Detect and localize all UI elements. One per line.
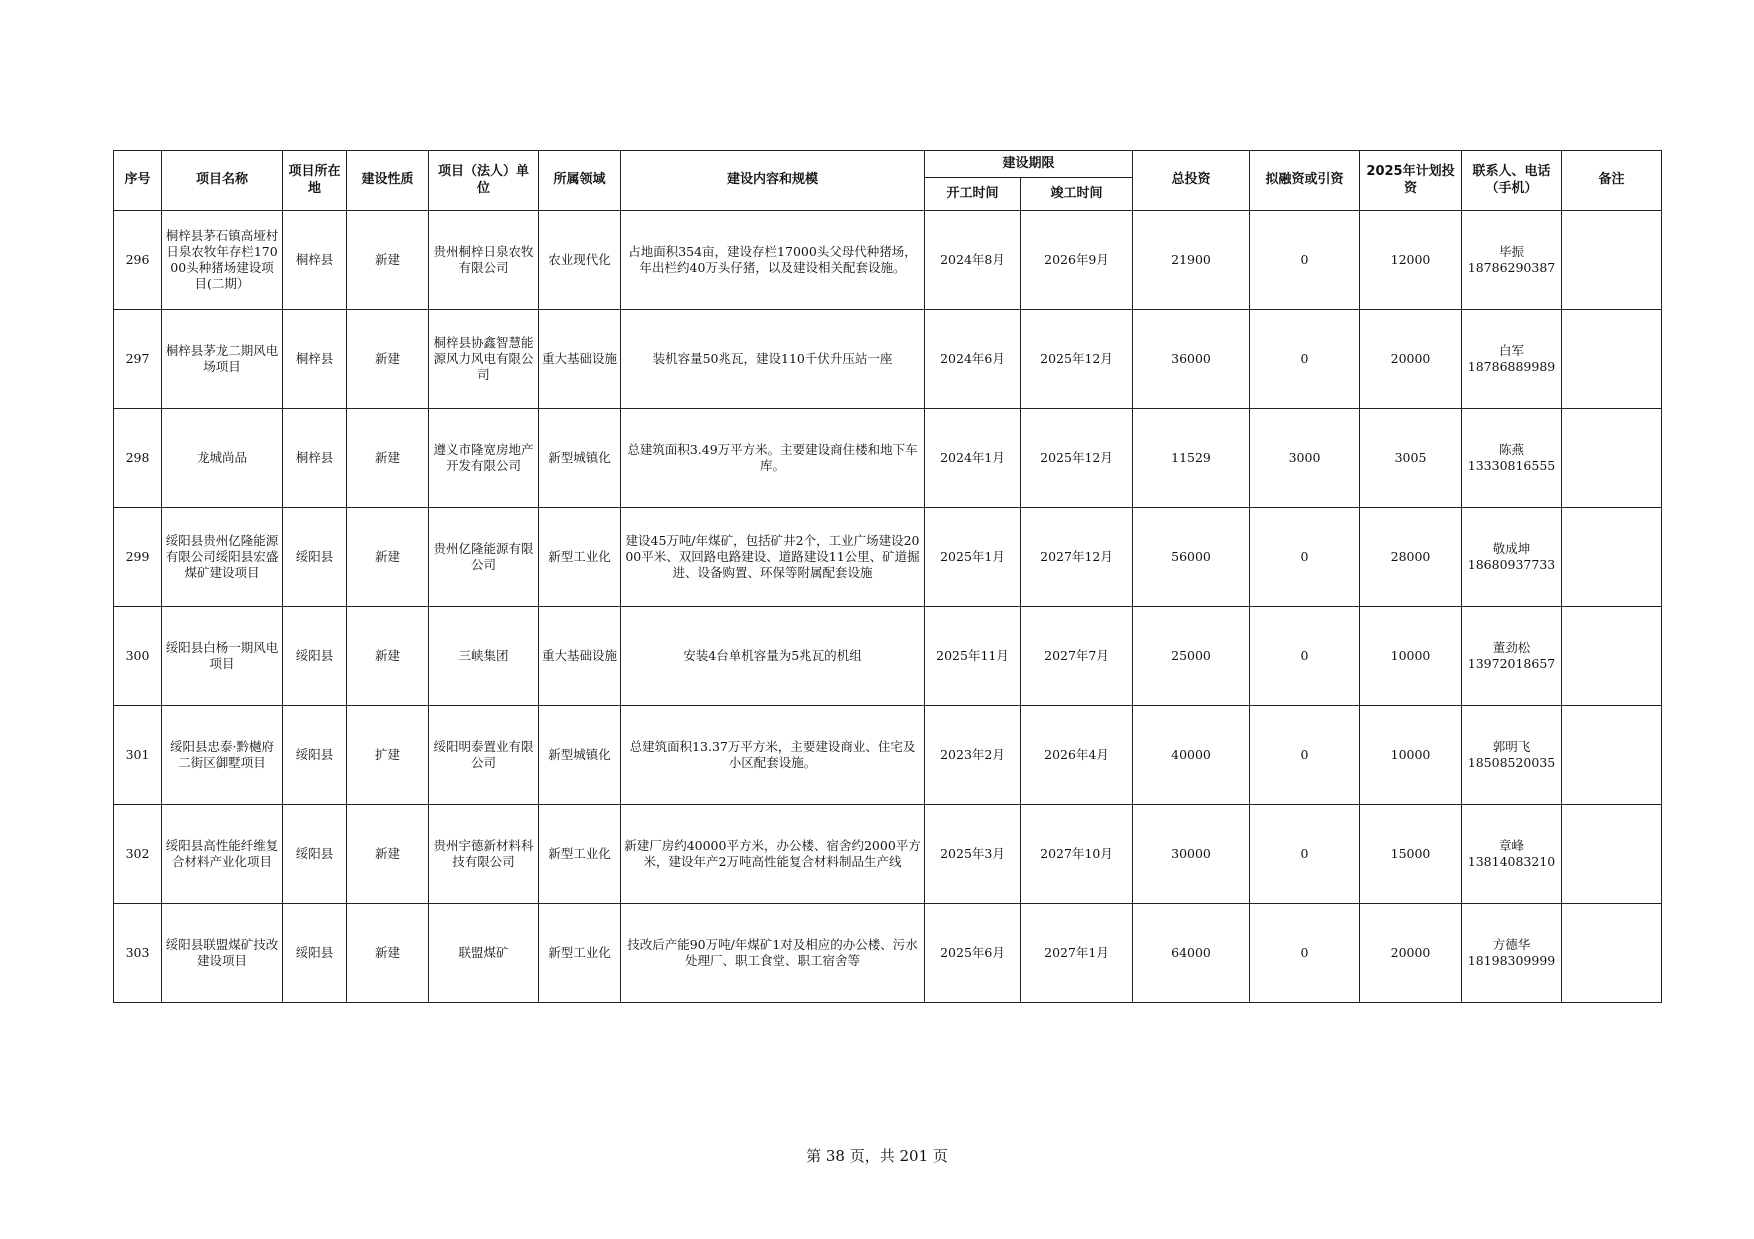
cell-plan2025: 12000 <box>1360 211 1462 310</box>
cell-contact <box>1462 211 1562 310</box>
cell-content: 建设45万吨/年煤矿，包括矿井2个，工业广场建设2000平米、双回路电路建设、道路建设11公里、矿道掘进、设备购置、环保等附属配套设施 <box>621 508 925 607</box>
cell-total: 64000 <box>1133 904 1250 1003</box>
header-plan2025: 2025年计划投资 <box>1360 151 1462 211</box>
cell-end: 2025年12月 <box>1021 310 1133 409</box>
cell-field: 重大基础设施 <box>539 310 621 409</box>
table-row <box>114 805 1662 904</box>
contact-name: 陈燕 <box>1499 441 1525 457</box>
cell-start: 2024年8月 <box>925 211 1021 310</box>
cell-content: 装机容量50兆瓦，建设110千伏升压站一座 <box>621 310 925 409</box>
cell-content: 占地面积354亩，建设存栏17000头父母代种猪场，年出栏约40万头仔猪，以及建设相关配套设施。 <box>621 211 925 310</box>
cell-seq: 300 <box>114 607 162 706</box>
header-nature: 建设性质 <box>347 151 429 211</box>
cell-content: 技改后产能90万吨/年煤矿1对及相应的办公楼、污水处理厂、职工食堂、职工宿舍等 <box>621 904 925 1003</box>
contact-name: 毕振 <box>1499 243 1525 259</box>
cell-field: 新型城镇化 <box>539 706 621 805</box>
contact-phone: 18786889989 <box>1467 359 1556 374</box>
cell-unit: 三峡集团 <box>429 607 539 706</box>
cell-total: 25000 <box>1133 607 1250 706</box>
cell-name: 绥阳县贵州亿隆能源有限公司绥阳县宏盛煤矿建设项目 <box>162 508 283 607</box>
cell-total: 40000 <box>1133 706 1250 805</box>
project-table <box>113 150 1662 1003</box>
cell-name: 绥阳县高性能纤维复合材料产业化项目 <box>162 805 283 904</box>
cell-nature: 新建 <box>347 409 429 508</box>
cell-nature: 扩建 <box>347 706 429 805</box>
header-content: 建设内容和规模 <box>621 151 925 211</box>
cell-location: 桐梓县 <box>283 310 347 409</box>
cell-total: 36000 <box>1133 310 1250 409</box>
cell-nature: 新建 <box>347 310 429 409</box>
contact-name: 敬成坤 <box>1492 540 1531 556</box>
cell-start: 2025年1月 <box>925 508 1021 607</box>
cell-remark <box>1562 508 1662 607</box>
cell-nature: 新建 <box>347 211 429 310</box>
cell-start: 2025年6月 <box>925 904 1021 1003</box>
cell-total: 56000 <box>1133 508 1250 607</box>
contact-name: 方德华 <box>1492 936 1531 952</box>
cell-plan2025: 20000 <box>1360 904 1462 1003</box>
cell-location: 绥阳县 <box>283 904 347 1003</box>
cell-unit: 绥阳明泰置业有限公司 <box>429 706 539 805</box>
cell-contact <box>1462 904 1562 1003</box>
header-financing: 拟融资或引资 <box>1250 151 1360 211</box>
cell-contact <box>1462 805 1562 904</box>
cell-remark <box>1562 409 1662 508</box>
cell-location: 绥阳县 <box>283 508 347 607</box>
contact-name: 郭明飞 <box>1492 738 1531 754</box>
cell-total: 11529 <box>1133 409 1250 508</box>
cell-end: 2026年9月 <box>1021 211 1133 310</box>
cell-seq: 303 <box>114 904 162 1003</box>
cell-financing: 3000 <box>1250 409 1360 508</box>
header-seq: 序号 <box>114 151 162 211</box>
cell-remark <box>1562 805 1662 904</box>
cell-plan2025: 28000 <box>1360 508 1462 607</box>
cell-location: 绥阳县 <box>283 805 347 904</box>
header-row-1 <box>114 151 1662 178</box>
cell-plan2025: 15000 <box>1360 805 1462 904</box>
cell-total: 21900 <box>1133 211 1250 310</box>
contact-phone: 18680937733 <box>1467 557 1556 572</box>
cell-remark <box>1562 904 1662 1003</box>
cell-seq: 298 <box>114 409 162 508</box>
cell-plan2025: 10000 <box>1360 706 1462 805</box>
cell-content: 安装4台单机容量为5兆瓦的机组 <box>621 607 925 706</box>
table-row <box>114 211 1662 310</box>
cell-seq: 301 <box>114 706 162 805</box>
cell-name: 绥阳县白杨一期风电项目 <box>162 607 283 706</box>
cell-name: 绥阳县忠泰·黔樾府二街区御墅项目 <box>162 706 283 805</box>
cell-start: 2025年11月 <box>925 607 1021 706</box>
cell-unit: 贵州桐梓日泉农牧有限公司 <box>429 211 539 310</box>
cell-content: 总建筑面积13.37万平方米，主要建设商业、住宅及小区配套设施。 <box>621 706 925 805</box>
table-row <box>114 607 1662 706</box>
cell-nature: 新建 <box>347 508 429 607</box>
cell-financing: 0 <box>1250 805 1360 904</box>
cell-name: 绥阳县联盟煤矿技改建设项目 <box>162 904 283 1003</box>
contact-name: 董劲松 <box>1492 639 1531 655</box>
header-total: 总投资 <box>1133 151 1250 211</box>
table-row <box>114 508 1662 607</box>
cell-start: 2024年1月 <box>925 409 1021 508</box>
contact-phone: 18786290387 <box>1467 260 1556 275</box>
cell-location: 桐梓县 <box>283 409 347 508</box>
cell-location: 绥阳县 <box>283 706 347 805</box>
cell-seq: 299 <box>114 508 162 607</box>
header-unit: 项目（法人）单位 <box>429 151 539 211</box>
page-number: 第 38 页，共 201 页 <box>806 1147 948 1165</box>
cell-plan2025: 20000 <box>1360 310 1462 409</box>
cell-name: 桐梓县茅龙二期风电场项目 <box>162 310 283 409</box>
cell-seq: 302 <box>114 805 162 904</box>
cell-seq: 297 <box>114 310 162 409</box>
cell-name: 龙城尚品 <box>162 409 283 508</box>
cell-end: 2027年1月 <box>1021 904 1133 1003</box>
cell-start: 2024年6月 <box>925 310 1021 409</box>
cell-field: 新型城镇化 <box>539 409 621 508</box>
table-row <box>114 409 1662 508</box>
cell-content: 新建厂房约40000平方米，办公楼、宿舍约2000平方米，建设年产2万吨高性能复合材料制品生产线 <box>621 805 925 904</box>
contact-phone: 18198309999 <box>1467 953 1556 968</box>
table-header <box>114 151 1662 211</box>
contact-name: 白军 <box>1499 342 1525 358</box>
cell-location: 绥阳县 <box>283 607 347 706</box>
header-start: 开工时间 <box>925 178 1021 211</box>
header-period: 建设期限 <box>925 151 1133 178</box>
cell-start: 2025年3月 <box>925 805 1021 904</box>
cell-financing: 0 <box>1250 904 1360 1003</box>
contact-phone: 18508520035 <box>1467 755 1556 770</box>
table-row <box>114 310 1662 409</box>
header-remark: 备注 <box>1562 151 1662 211</box>
cell-field: 重大基础设施 <box>539 607 621 706</box>
cell-end: 2027年10月 <box>1021 805 1133 904</box>
cell-end: 2027年12月 <box>1021 508 1133 607</box>
header-location: 项目所在地 <box>283 151 347 211</box>
cell-plan2025: 10000 <box>1360 607 1462 706</box>
contact-phone: 13330816555 <box>1467 458 1556 473</box>
cell-unit: 遵义市隆宽房地产开发有限公司 <box>429 409 539 508</box>
cell-unit: 桐梓县协鑫智慧能源风力风电有限公司 <box>429 310 539 409</box>
cell-unit: 贵州亿隆能源有限公司 <box>429 508 539 607</box>
cell-remark <box>1562 706 1662 805</box>
cell-financing: 0 <box>1250 508 1360 607</box>
cell-nature: 新建 <box>347 904 429 1003</box>
cell-plan2025: 3005 <box>1360 409 1462 508</box>
cell-location: 桐梓县 <box>283 211 347 310</box>
cell-start: 2023年2月 <box>925 706 1021 805</box>
header-name: 项目名称 <box>162 151 283 211</box>
cell-nature: 新建 <box>347 805 429 904</box>
header-field: 所属领域 <box>539 151 621 211</box>
cell-financing: 0 <box>1250 607 1360 706</box>
cell-remark <box>1562 211 1662 310</box>
cell-field: 新型工业化 <box>539 805 621 904</box>
cell-contact <box>1462 607 1562 706</box>
cell-content: 总建筑面积3.49万平方米。主要建设商住楼和地下车库。 <box>621 409 925 508</box>
cell-contact <box>1462 706 1562 805</box>
cell-name: 桐梓县茅石镇高垭村日泉农牧年存栏17000头种猪场建设项目(二期） <box>162 211 283 310</box>
cell-remark <box>1562 310 1662 409</box>
cell-seq: 296 <box>114 211 162 310</box>
cell-end: 2025年12月 <box>1021 409 1133 508</box>
contact-phone: 13814083210 <box>1467 854 1556 869</box>
cell-end: 2026年4月 <box>1021 706 1133 805</box>
cell-field: 新型工业化 <box>539 508 621 607</box>
project-table-container <box>113 150 1661 1003</box>
header-end: 竣工时间 <box>1021 178 1133 211</box>
cell-contact <box>1462 409 1562 508</box>
cell-financing: 0 <box>1250 310 1360 409</box>
cell-end: 2027年7月 <box>1021 607 1133 706</box>
table-row <box>114 904 1662 1003</box>
cell-field: 农业现代化 <box>539 211 621 310</box>
cell-contact <box>1462 508 1562 607</box>
cell-unit: 联盟煤矿 <box>429 904 539 1003</box>
cell-financing: 0 <box>1250 211 1360 310</box>
cell-contact <box>1462 310 1562 409</box>
cell-unit: 贵州宇德新材料科技有限公司 <box>429 805 539 904</box>
cell-total: 30000 <box>1133 805 1250 904</box>
contact-phone: 13972018657 <box>1467 656 1556 671</box>
table-row <box>114 706 1662 805</box>
cell-field: 新型工业化 <box>539 904 621 1003</box>
cell-remark <box>1562 607 1662 706</box>
contact-name: 章峰 <box>1499 837 1525 853</box>
cell-financing: 0 <box>1250 706 1360 805</box>
table-body <box>114 211 1662 1003</box>
cell-nature: 新建 <box>347 607 429 706</box>
header-contact: 联系人、电话（手机） <box>1462 151 1562 211</box>
